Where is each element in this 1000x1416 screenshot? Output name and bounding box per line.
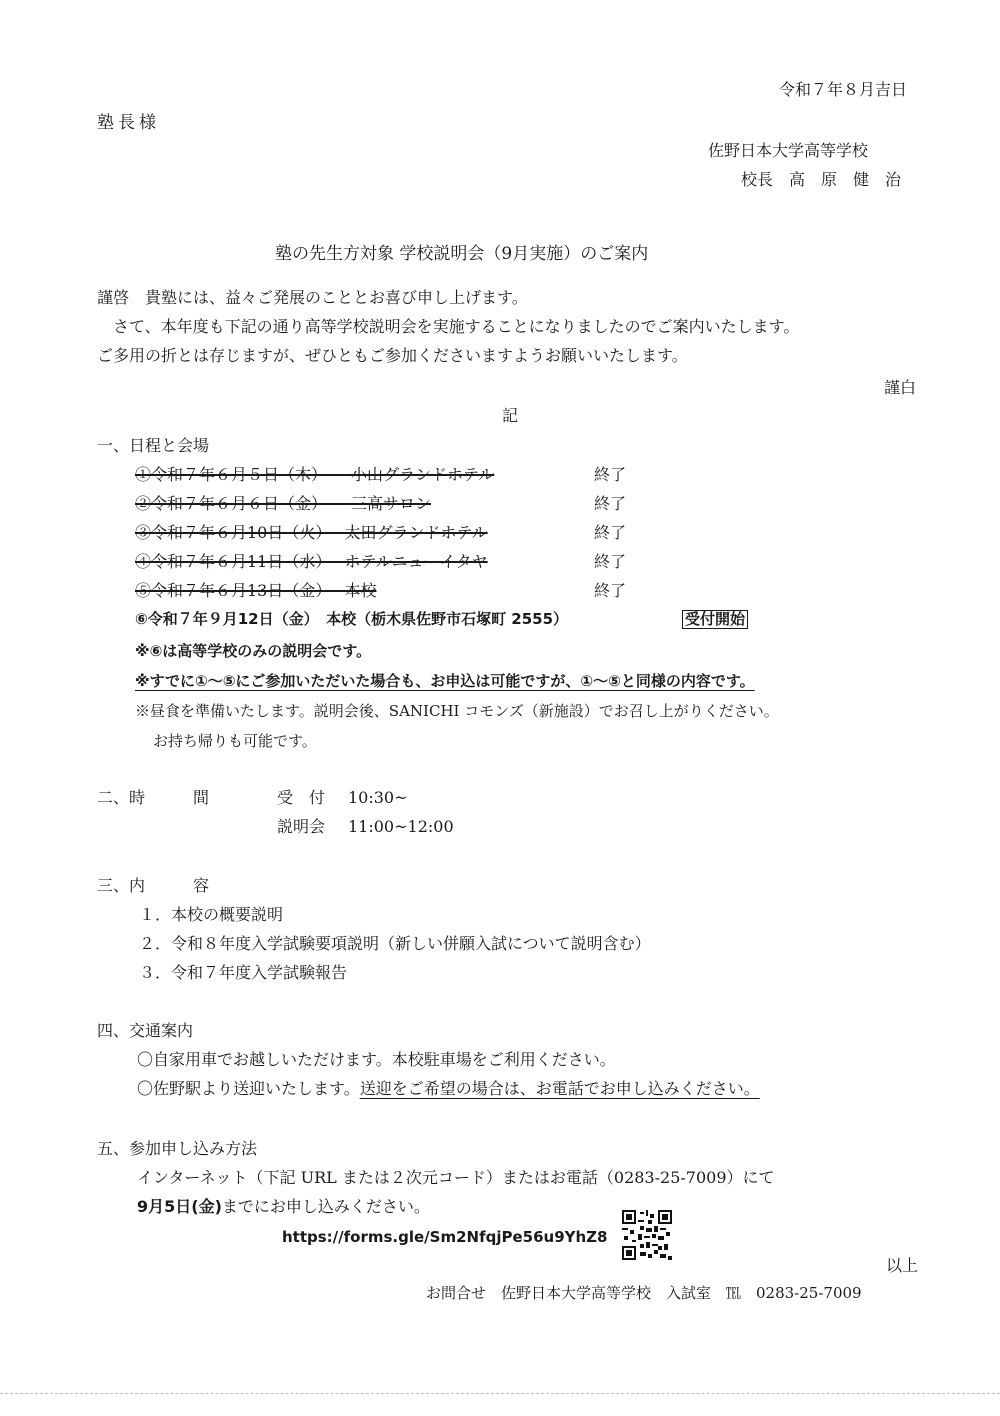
section5-heading: 五、参加申し込み方法 [97,1139,258,1158]
session-5-status: 終了 [594,581,627,600]
access-car: 〇自家用車でお越しいただけます。本校駐車場をご利用ください。 [137,1050,616,1069]
qr-code-icon[interactable] [622,1210,672,1260]
scan-edge-divider [0,1393,1000,1394]
session-time: 11:00~12:00 [348,817,454,836]
session-6: ⑥令和７年９月12日（金） 本校（栃木県佐野市石塚町 2555） [135,610,569,628]
session-2: ②令和７年６月６日（金） 三高サロン [135,494,432,513]
closing-word: 謹白 [884,378,917,397]
session-label: 説明会 [277,817,326,836]
application-deadline [137,1199,430,1215]
reception-open-badge: 受付開始 [682,610,748,629]
session-4-status: 終了 [594,552,627,571]
note-lunch: ※昼食を準備いたします。説明会後、SANICHI コモンズ（新施設）でお召し上がりください。 [135,702,779,720]
document-date: 令和７年８月吉日 [779,80,908,99]
reception-label: 受 付 [277,788,326,807]
greeting-line: 謹啓 貴塾には、益々ご発展のこととお喜び申し上げます。 [97,288,528,307]
access-shuttle [137,1081,760,1097]
session-4: ④令和７年６月11日（水） ホテルニューイタヤ [135,552,488,571]
content-item-3: ３．令和７年度入学試験報告 [139,963,348,982]
application-method: インターネット（下記 URL または２次元コード）またはお電話（0283-25-7009）にて [137,1168,775,1187]
access-shuttle-text: 〇佐野駅より送迎いたします。 [137,1079,360,1098]
contact-info: お問合せ 佐野日本大学高等学校 入試室 ℡ 0283-25-7009 [426,1284,862,1302]
principal-name: 校長 高 原 健 治 [741,170,902,189]
deadline-text: までにお申し込みください。 [221,1197,430,1216]
session-3: ③令和７年６月10日（火） 太田グランドホテル [135,523,488,542]
deadline-date: 9月5日(金) [137,1197,222,1216]
section1-heading: 一、日程と会場 [97,436,210,455]
note-high-school-only: ※⑥は高等学校のみの説明会です。 [135,642,372,660]
session-1-status: 終了 [594,465,627,484]
application-url[interactable]: https://forms.gle/Sm2NfqjPe56u9YhZ8 [282,1228,608,1246]
recipient: 塾長様 [97,113,160,133]
note-repeat-participation: ※すでに①～⑤にご参加いただいた場合も、お申込は可能ですが、①～⑤と同様の内容です。 [135,672,755,690]
ki-label: 記 [502,406,519,425]
section3-heading: 三、内 容 [97,876,210,895]
content-item-2: ２．令和８年度入学試験要項説明（新しい併願入試について説明含む） [139,934,651,953]
session-2-status: 終了 [594,494,627,513]
section4-heading: 四、交通案内 [97,1021,194,1040]
content-item-1: １．本校の概要説明 [139,905,284,924]
note-takeout: お持ち帰りも可能です。 [153,732,317,750]
body-line-2: さて、本年度も下記の通り高等学校説明会を実施することになりましたのでご案内いたします。 [97,317,800,336]
session-3-status: 終了 [594,523,627,542]
reception-time: 10:30~ [348,788,408,807]
section2-heading: 二、時 間 [97,788,210,807]
session-1: ①令和７年６月５日（木） 小山グランドホテル [135,465,495,484]
ijo-label: 以上 [886,1256,919,1275]
access-shuttle-request: 送迎をご希望の場合は、お電話でお申し込みください。 [359,1079,760,1098]
page-title: 塾の先生方対象 学校説明会（9月実施）のご案内 [275,244,649,264]
school-name: 佐野日本大学高等学校 [708,141,869,160]
session-5: ⑤令和７年６月13日（金） 本校 [135,581,377,600]
body-line-3: ご多用の折とは存じますが、ぜひともご参加くださいますようお願いいたします。 [97,346,688,365]
